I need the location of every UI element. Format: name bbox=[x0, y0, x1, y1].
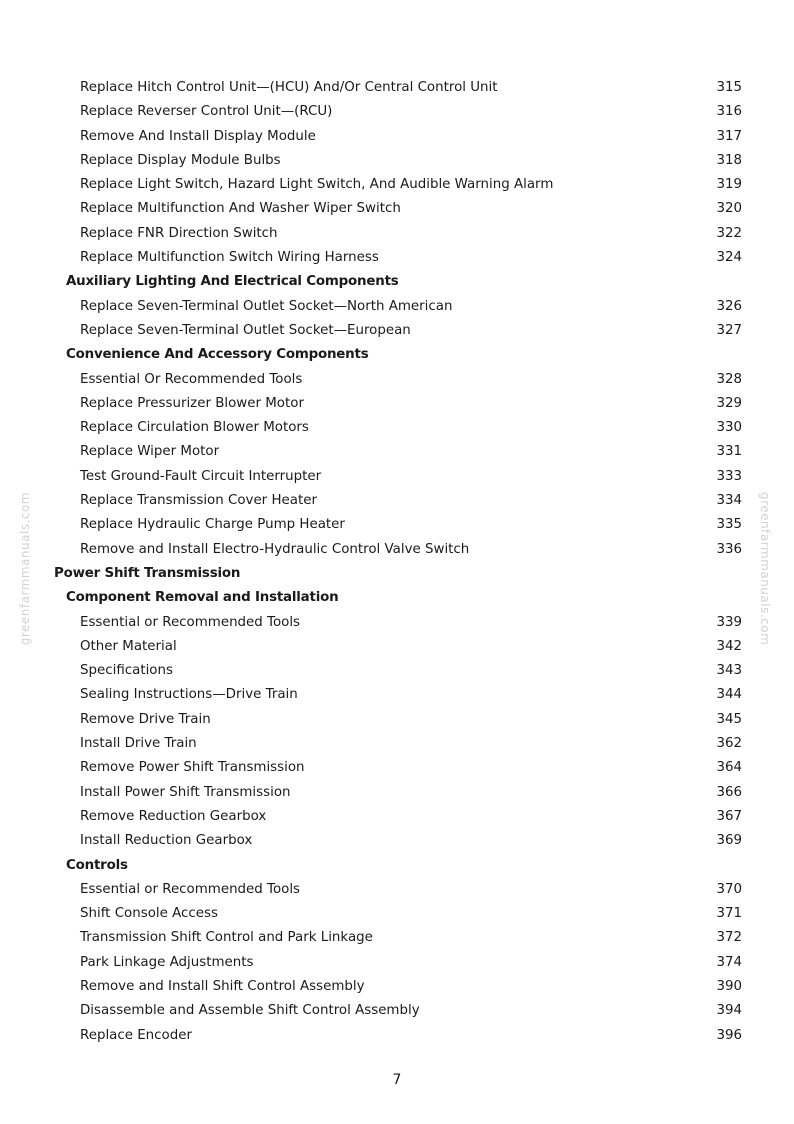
toc-entry-title: Replace Reverser Control Unit—(RCU) bbox=[80, 104, 333, 120]
toc-entry-page: 344 bbox=[716, 687, 742, 703]
toc-entry-page: 336 bbox=[716, 541, 742, 557]
toc-entry-page: 367 bbox=[716, 808, 742, 824]
toc-entry-title: Remove and Install Shift Control Assembly bbox=[80, 978, 365, 994]
toc-entry-title: Replace Display Module Bulbs bbox=[80, 152, 281, 168]
toc-entry-title: Replace Multifunction And Washer Wiper Switch bbox=[80, 201, 401, 217]
toc-entry-title: Replace Pressurizer Blower Motor bbox=[80, 395, 304, 411]
watermark-right: greenfarmmanuals.com bbox=[758, 492, 772, 646]
toc-entry-page: 329 bbox=[716, 395, 742, 411]
toc-entry-title: Install Drive Train bbox=[80, 736, 197, 752]
toc-entry-page: 334 bbox=[716, 493, 742, 509]
toc-entry[interactable] bbox=[0, 805, 794, 829]
toc-entry-title: Replace Circulation Blower Motors bbox=[80, 420, 309, 436]
toc-heading bbox=[0, 270, 794, 294]
toc-entry[interactable] bbox=[0, 149, 794, 173]
toc-entry[interactable] bbox=[0, 878, 794, 902]
toc-entry[interactable] bbox=[0, 926, 794, 950]
toc-entry-page: 394 bbox=[716, 1003, 742, 1019]
toc-entry-title: Other Material bbox=[80, 638, 177, 654]
toc-entry-title: Essential or Recommended Tools bbox=[80, 614, 301, 630]
toc-entry-page: 345 bbox=[716, 711, 742, 727]
toc-entry-page: 315 bbox=[716, 80, 742, 95]
toc-entry[interactable] bbox=[0, 295, 794, 319]
toc-entry-title: Replace Encoder bbox=[80, 1027, 192, 1043]
toc-entry-title: Replace Transmission Cover Heater bbox=[80, 493, 317, 509]
watermark-left: greenfarmmanuals.com bbox=[18, 492, 32, 646]
toc-entry[interactable] bbox=[0, 222, 794, 246]
toc-entry-page: 328 bbox=[716, 371, 742, 387]
toc-entry[interactable] bbox=[0, 197, 794, 221]
toc-entry[interactable] bbox=[0, 781, 794, 805]
toc-entry-page: 390 bbox=[716, 978, 742, 994]
toc-entry-page: 316 bbox=[716, 104, 742, 120]
toc-entry[interactable] bbox=[0, 513, 794, 537]
toc-entry[interactable] bbox=[0, 440, 794, 464]
toc-entry-page: 335 bbox=[716, 517, 742, 533]
toc-entry-title: Specifications bbox=[80, 663, 173, 679]
toc-entry[interactable] bbox=[0, 125, 794, 149]
toc-entry[interactable] bbox=[0, 999, 794, 1023]
toc-entry[interactable] bbox=[0, 951, 794, 975]
toc-entry[interactable] bbox=[0, 489, 794, 513]
toc-entry-title: Controls bbox=[66, 857, 128, 873]
toc-entry-title: Remove Power Shift Transmission bbox=[80, 760, 305, 776]
toc-entry-title: Auxiliary Lighting And Electrical Components bbox=[66, 274, 399, 290]
toc-entry[interactable] bbox=[0, 659, 794, 683]
toc-entry-page: 342 bbox=[716, 638, 742, 654]
toc-entry-title: Disassemble and Assemble Shift Control Assembly bbox=[80, 1003, 420, 1019]
toc-entry-title: Replace Multifunction Switch Wiring Harness bbox=[80, 250, 379, 266]
toc-entry-page: 330 bbox=[716, 420, 742, 436]
toc-entry[interactable] bbox=[0, 416, 794, 440]
toc-entry-title: Replace Light Switch, Hazard Light Switch, And Audible Warning Alarm bbox=[80, 177, 554, 193]
toc-entry-page: 369 bbox=[716, 833, 742, 849]
toc-entry-page: 371 bbox=[716, 906, 742, 922]
toc-heading bbox=[0, 854, 794, 878]
toc-entry-title: Replace Hydraulic Charge Pump Heater bbox=[80, 517, 345, 533]
toc-entry-page: 317 bbox=[716, 128, 742, 144]
toc-entry[interactable] bbox=[0, 732, 794, 756]
toc-entry-page: 339 bbox=[716, 614, 742, 630]
toc-entry-title: Power Shift Transmission bbox=[54, 565, 241, 581]
toc-entry-title: Test Ground-Fault Circuit Interrupter bbox=[80, 468, 322, 484]
toc-entry-title: Install Power Shift Transmission bbox=[80, 784, 291, 800]
table-of-contents bbox=[0, 76, 794, 1048]
toc-entry-title: Transmission Shift Control and Park Linkage bbox=[80, 930, 373, 946]
toc-entry-title: Park Linkage Adjustments bbox=[80, 954, 254, 970]
toc-entry[interactable] bbox=[0, 100, 794, 124]
toc-entry-title: Install Reduction Gearbox bbox=[80, 833, 253, 849]
toc-entry-title: Remove Reduction Gearbox bbox=[80, 808, 267, 824]
toc-entry-page: 326 bbox=[716, 298, 742, 314]
toc-entry[interactable] bbox=[0, 683, 794, 707]
toc-entry-title: Remove and Install Electro-Hydraulic Control Valve Switch bbox=[80, 541, 470, 557]
page-number: 7 bbox=[392, 1072, 402, 1088]
toc-entry[interactable] bbox=[0, 611, 794, 635]
toc-entry[interactable] bbox=[0, 538, 794, 562]
toc-entry-title: Remove Drive Train bbox=[80, 711, 211, 727]
toc-entry-page: 343 bbox=[716, 663, 742, 679]
toc-entry-page: 331 bbox=[716, 444, 742, 460]
toc-entry-page: 324 bbox=[716, 250, 742, 266]
toc-entry-title: Replace Wiper Motor bbox=[80, 444, 220, 460]
toc-entry[interactable] bbox=[0, 246, 794, 270]
toc-entry-page: 319 bbox=[716, 177, 742, 193]
toc-entry[interactable] bbox=[0, 465, 794, 489]
toc-entry[interactable] bbox=[0, 975, 794, 999]
toc-entry-title: Replace Seven-Terminal Outlet Socket—North American bbox=[80, 298, 453, 314]
toc-heading bbox=[0, 343, 794, 367]
toc-entry-page: 333 bbox=[716, 468, 742, 484]
toc-entry[interactable] bbox=[0, 1024, 794, 1048]
toc-entry[interactable] bbox=[0, 319, 794, 343]
toc-entry-page: 364 bbox=[716, 760, 742, 776]
toc-entry-title: Replace Hitch Control Unit—(HCU) And/Or Central Control Unit bbox=[80, 80, 498, 95]
toc-heading bbox=[0, 562, 794, 586]
toc-entry-page: 320 bbox=[716, 201, 742, 217]
toc-entry-page: 362 bbox=[716, 736, 742, 752]
toc-entry-title: Convenience And Accessory Components bbox=[66, 347, 369, 363]
toc-entry[interactable] bbox=[0, 173, 794, 197]
toc-entry-title: Sealing Instructions—Drive Train bbox=[80, 687, 298, 703]
toc-entry-page: 370 bbox=[716, 881, 742, 897]
toc-entry[interactable] bbox=[0, 902, 794, 926]
toc-entry[interactable] bbox=[0, 392, 794, 416]
toc-entry-page: 318 bbox=[716, 152, 742, 168]
toc-entry-page: 396 bbox=[716, 1027, 742, 1043]
toc-entry-page: 366 bbox=[716, 784, 742, 800]
toc-entry[interactable] bbox=[0, 635, 794, 659]
toc-entry-title: Shift Console Access bbox=[80, 906, 218, 922]
toc-entry[interactable] bbox=[0, 368, 794, 392]
toc-entry-title: Essential Or Recommended Tools bbox=[80, 371, 303, 387]
toc-entry[interactable] bbox=[0, 708, 794, 732]
toc-entry-title: Component Removal and Installation bbox=[66, 590, 339, 606]
toc-entry[interactable] bbox=[0, 76, 794, 100]
toc-heading bbox=[0, 586, 794, 610]
toc-entry-title: Essential or Recommended Tools bbox=[80, 881, 301, 897]
toc-entry-page: 374 bbox=[716, 954, 742, 970]
toc-entry-page: 322 bbox=[716, 225, 742, 241]
toc-entry-title: Replace Seven-Terminal Outlet Socket—European bbox=[80, 322, 411, 338]
toc-entry-page: 372 bbox=[716, 930, 742, 946]
toc-entry-page: 327 bbox=[716, 322, 742, 338]
toc-entry-title: Replace FNR Direction Switch bbox=[80, 225, 278, 241]
toc-entry[interactable] bbox=[0, 756, 794, 780]
toc-entry[interactable] bbox=[0, 829, 794, 853]
toc-entry-title: Remove And Install Display Module bbox=[80, 128, 316, 144]
